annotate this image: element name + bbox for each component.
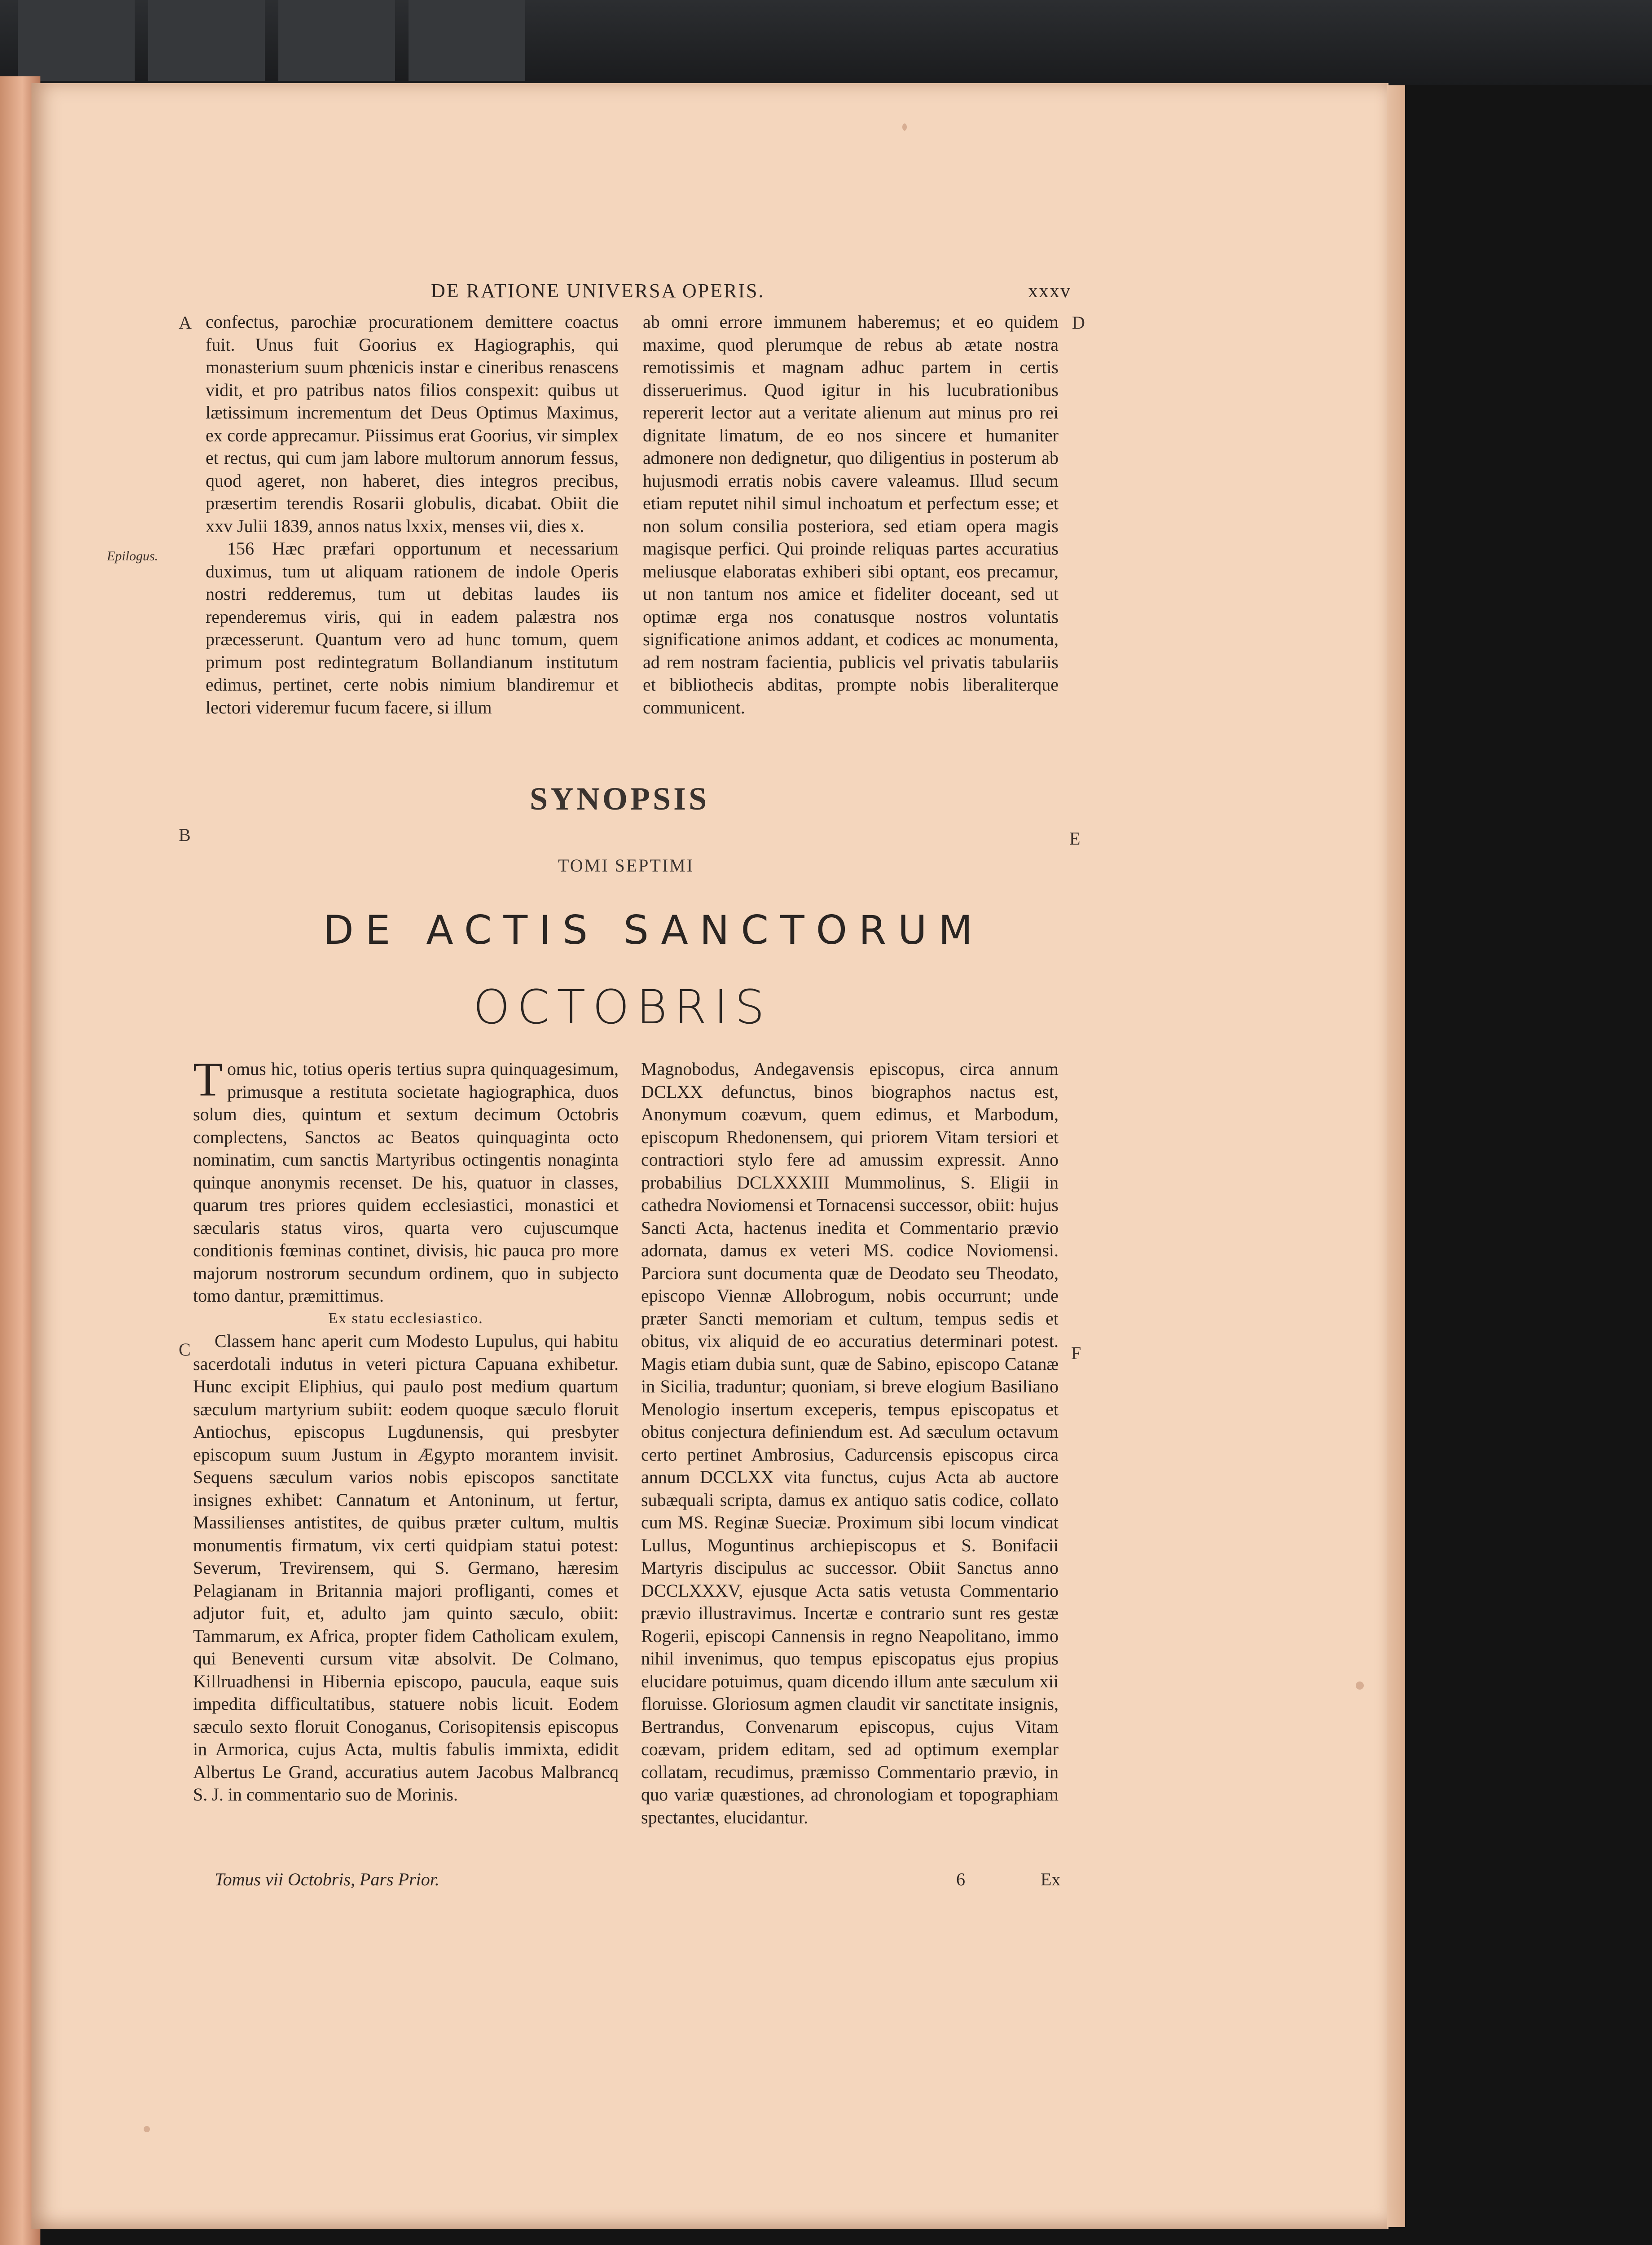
intro-text: omus hic, totius operis tertius supra quinquagesimum, primusque a restituta societate hagiographica, duos solum dies, quintum et sextum decimum Octobris complectens, Sanctos ac Beatos quinquaginta octo nominatim, cum sanctis Martyribus octingentis nonaginta quinque anonymis recenset. De his, quatuor in classes, quarum tres priores quidem ecclesiastici, monastici et sæcularis status viros, quarta vero cujuscumque conditionis fœminas continet, divisis, hic pauca pro more majorum nostrorum secundum ordinem, quo in subjecto tomo dantur, præmittimus. xyxy=(193,1059,619,1306)
marginal-note: Epilogus. xyxy=(107,549,158,563)
background-tile xyxy=(409,0,525,81)
top-right-column xyxy=(643,311,1059,719)
signature-mark: 6 xyxy=(956,1869,965,1889)
foxing-spot xyxy=(144,2126,150,2132)
margin-letter-e: E xyxy=(1069,828,1081,849)
background-tile xyxy=(278,0,395,81)
background-tile xyxy=(18,0,135,81)
main-title: DE ACTIS SANCTORUM xyxy=(323,907,984,953)
bottom-left-column xyxy=(193,1053,619,1806)
tomi-subheading: TOMI SEPTIMI xyxy=(558,855,694,876)
foxing-spot xyxy=(1356,1682,1364,1690)
paragraph: ab omni errore immunem haberemus; et eo quidem maxime, quod plerumque de rebus ab ætate nostra remotissimis et magnam adhuc partem in certis disseruerimus. Quod igitur in his lucubrationibus repererit lector aut a veritate alienum aut minus pro rei dignitate limatum, de eo nos sincere et humaniter admonere non dedignetur, quo diligentius in posterum ab hujusmodi erratis nobis cavere valeamus. Illud secum etiam reputet nihil simul inchoatum et perfectum esse; et non solum consilia posteriora, sed etiam opera magis magisque perfici. Qui proinde reliquas partes accuratius meliusque elaboratas exhiberi sibi optant, eos precamur, ut non tantum nos amice et fideliter doceant, sed ut optimæ erga nos conatusque nostros voluntatis significatione animos addant, et codices ac monumenta, ad rem nostram facientia, publicis vel privatis tabulariis et bibliothecis abditas, prompte nobis liberaliterque communicent. xyxy=(643,312,1059,718)
margin-letter-d: D xyxy=(1072,313,1085,333)
paragraph: Classem hanc aperit cum Modesto Lupulus, qui habitu sacerdotali indutus in veteri pictura Capuana exhibetur. Hunc excipit Eliphius, qui paulo post medium quartum sæculum martyrium subiit: eodem quoque sæculo floruit Antiochus, episcopus Lugdunensis, qui presbyter episcopum suum Justum in Ægypto morantem invisit. Sequens sæculum varios nobis episcopos sanctitate insignes exhibet: Cannatum et Antoninum, ut fertur, Massilienses antistites, de quibus præter cultum, multis monumentis firmatum, vix certi quidpiam statui potest: Severum, Trevirensem, qui S. Germano, hæresim Pelagianam in Britannia majori profliganti, comes et adjutor fuit, et, adulto jam quinto sæculo, obiit: Tammarum, ex Africa, propter fidem Catholicam exulem, qui Beneventi cursum vitæ absolvit. De Colmano, Killruadhensi in Hibernia episcopo, paucula, eaque suis impedita difficultatibus, statuere nobis licuit. Eodem sæculo sexto floruit Conoganus, Corisopitensis episcopus in Armorica, cujus Acta, multis fabulis immixta, edidit Albertus Le Grand, accuratius autem Jacobus Malbrancq S. J. in commentario suo de Morinis. xyxy=(193,1331,619,1805)
bottom-right-column xyxy=(641,1058,1059,1829)
intro-paragraph xyxy=(193,1053,619,1307)
margin-letter-f: F xyxy=(1071,1343,1081,1363)
top-left-column xyxy=(206,311,619,719)
margin-letter-a: A xyxy=(179,313,192,333)
catchword: Ex xyxy=(1041,1869,1061,1889)
background-tile xyxy=(148,0,265,81)
margin-letter-c: C xyxy=(179,1339,191,1360)
background-pane xyxy=(0,0,1652,85)
synopsis-heading: SYNOPSIS xyxy=(530,781,710,817)
paragraph: 156 Hæc præfari opportunum et necessarium duximus, tum ut aliquam rationem de indole Operis nostri redderemus, tum ut debitas laudes iis rependeremus viris, qui in eadem palæstra nos præcesserunt. Quantum vero ad hunc tomum, quem primum post redintegratum Bollandianum institutum edimus, pertinet, certe nobis nimium blandiremur et lectori videremur fucum facere, si illum xyxy=(206,538,619,718)
page-number: xxxv xyxy=(1028,280,1071,302)
footer-title: Tomus vii Octobris, Pars Prior. xyxy=(215,1869,439,1889)
margin-letter-b: B xyxy=(179,825,191,845)
drop-cap: T xyxy=(193,1053,223,1106)
section-subheading: Ex statu ecclesiastico. xyxy=(328,1310,483,1327)
paragraph: Magnobodus, Andegavensis episcopus, circa annum DCLXX defunctus, binos biographos nactus est, Anonymum coævum, quem edimus, et Marbodum, episcopum Rhedonensem, qui priorem Vitam tersiori et contractiori stylo fere ad amussim expressit. Anno probabilius DCLXXXIII Mummolinus, S. Eligii in cathedra Noviomensi et Tornacensi successor, obiit: hujus Sancti Acta, hactenus inedita et Commentario prævio adornata, damus ex veteri MS. codice Noviomensi. Parciora sunt documenta quæ de Deodato seu Theodato, episcopo Viennæ Allobrogum, nobis occurrunt; unde præter Sancti memoriam et cultum, tempus sedis et obitus, vix aliquid de eo accuratius determinari potest. Magis etiam dubia sunt, quæ de Sabino, episcopo Catanæ in Sicilia, traduntur; quoniam, si breve elogium Basiliano Menologio insertum exceperis, tempus episcopatus et obitus conjectura definiendum est. Ad sæculum octavum certo pertinet Ambrosius, Cadurcensis episcopus circa annum DCCLXX vita functus, cujus Acta ab auctore subæquali scripta, damus ex antiquo satis codice, collato cum MS. Reginæ Sueciæ. Proximum sibi locum vindicat Lullus, Moguntinus archiepiscopus et S. Bonifacii Martyris discipulus ac successor. Obiit Sanctus anno DCCLXXXV, ejusque Acta satis vetusta Commentario prævio illustravimus. Incertæ e contrario sunt res gestæ Rogerii, episcopi Cannensis in regno Neapolitano, immo nihil invenimus, quo tempus episcopatus ejus propius elucidare potuimus, quam dicendo illum ante sæculum xii floruisse. Gloriosum agmen claudit vir sanctitate insignis, Bertrandus, Convenarum episcopus, cujus Vitam coævam, pridem editam, sed ad optimum exemplar collatam, recudimus, præmisso Commentario prævio, in quo variæ quæstiones, ad chronologiam et topographiam spectantes, elucidantur. xyxy=(641,1059,1059,1827)
paragraph: confectus, parochiæ procurationem demittere coactus fuit. Unus fuit Goorius ex Hagiographis, qui monasterium suum phœnicis instar e cineribus renascens vidit, et pro patribus natos filios conspexit: quibus ut lætissimum incrementum det Deus Optimus Maximus, ex corde apprecamur. Piissimus erat Goorius, vir simplex et rectus, qui cum jam labore multorum annorum fessus, quod ageret, non haberet, dies integros precibus, præsertim terendis Rosarii globulis, dicabat. Obiit die xxv Julii 1839, annos natus lxxix, menses vii, dies x. xyxy=(206,312,619,536)
main-title-month: OCTOBRIS xyxy=(473,980,772,1034)
foxing-spot xyxy=(902,123,907,131)
running-title: DE RATIONE UNIVERSA OPERIS. xyxy=(431,280,765,302)
